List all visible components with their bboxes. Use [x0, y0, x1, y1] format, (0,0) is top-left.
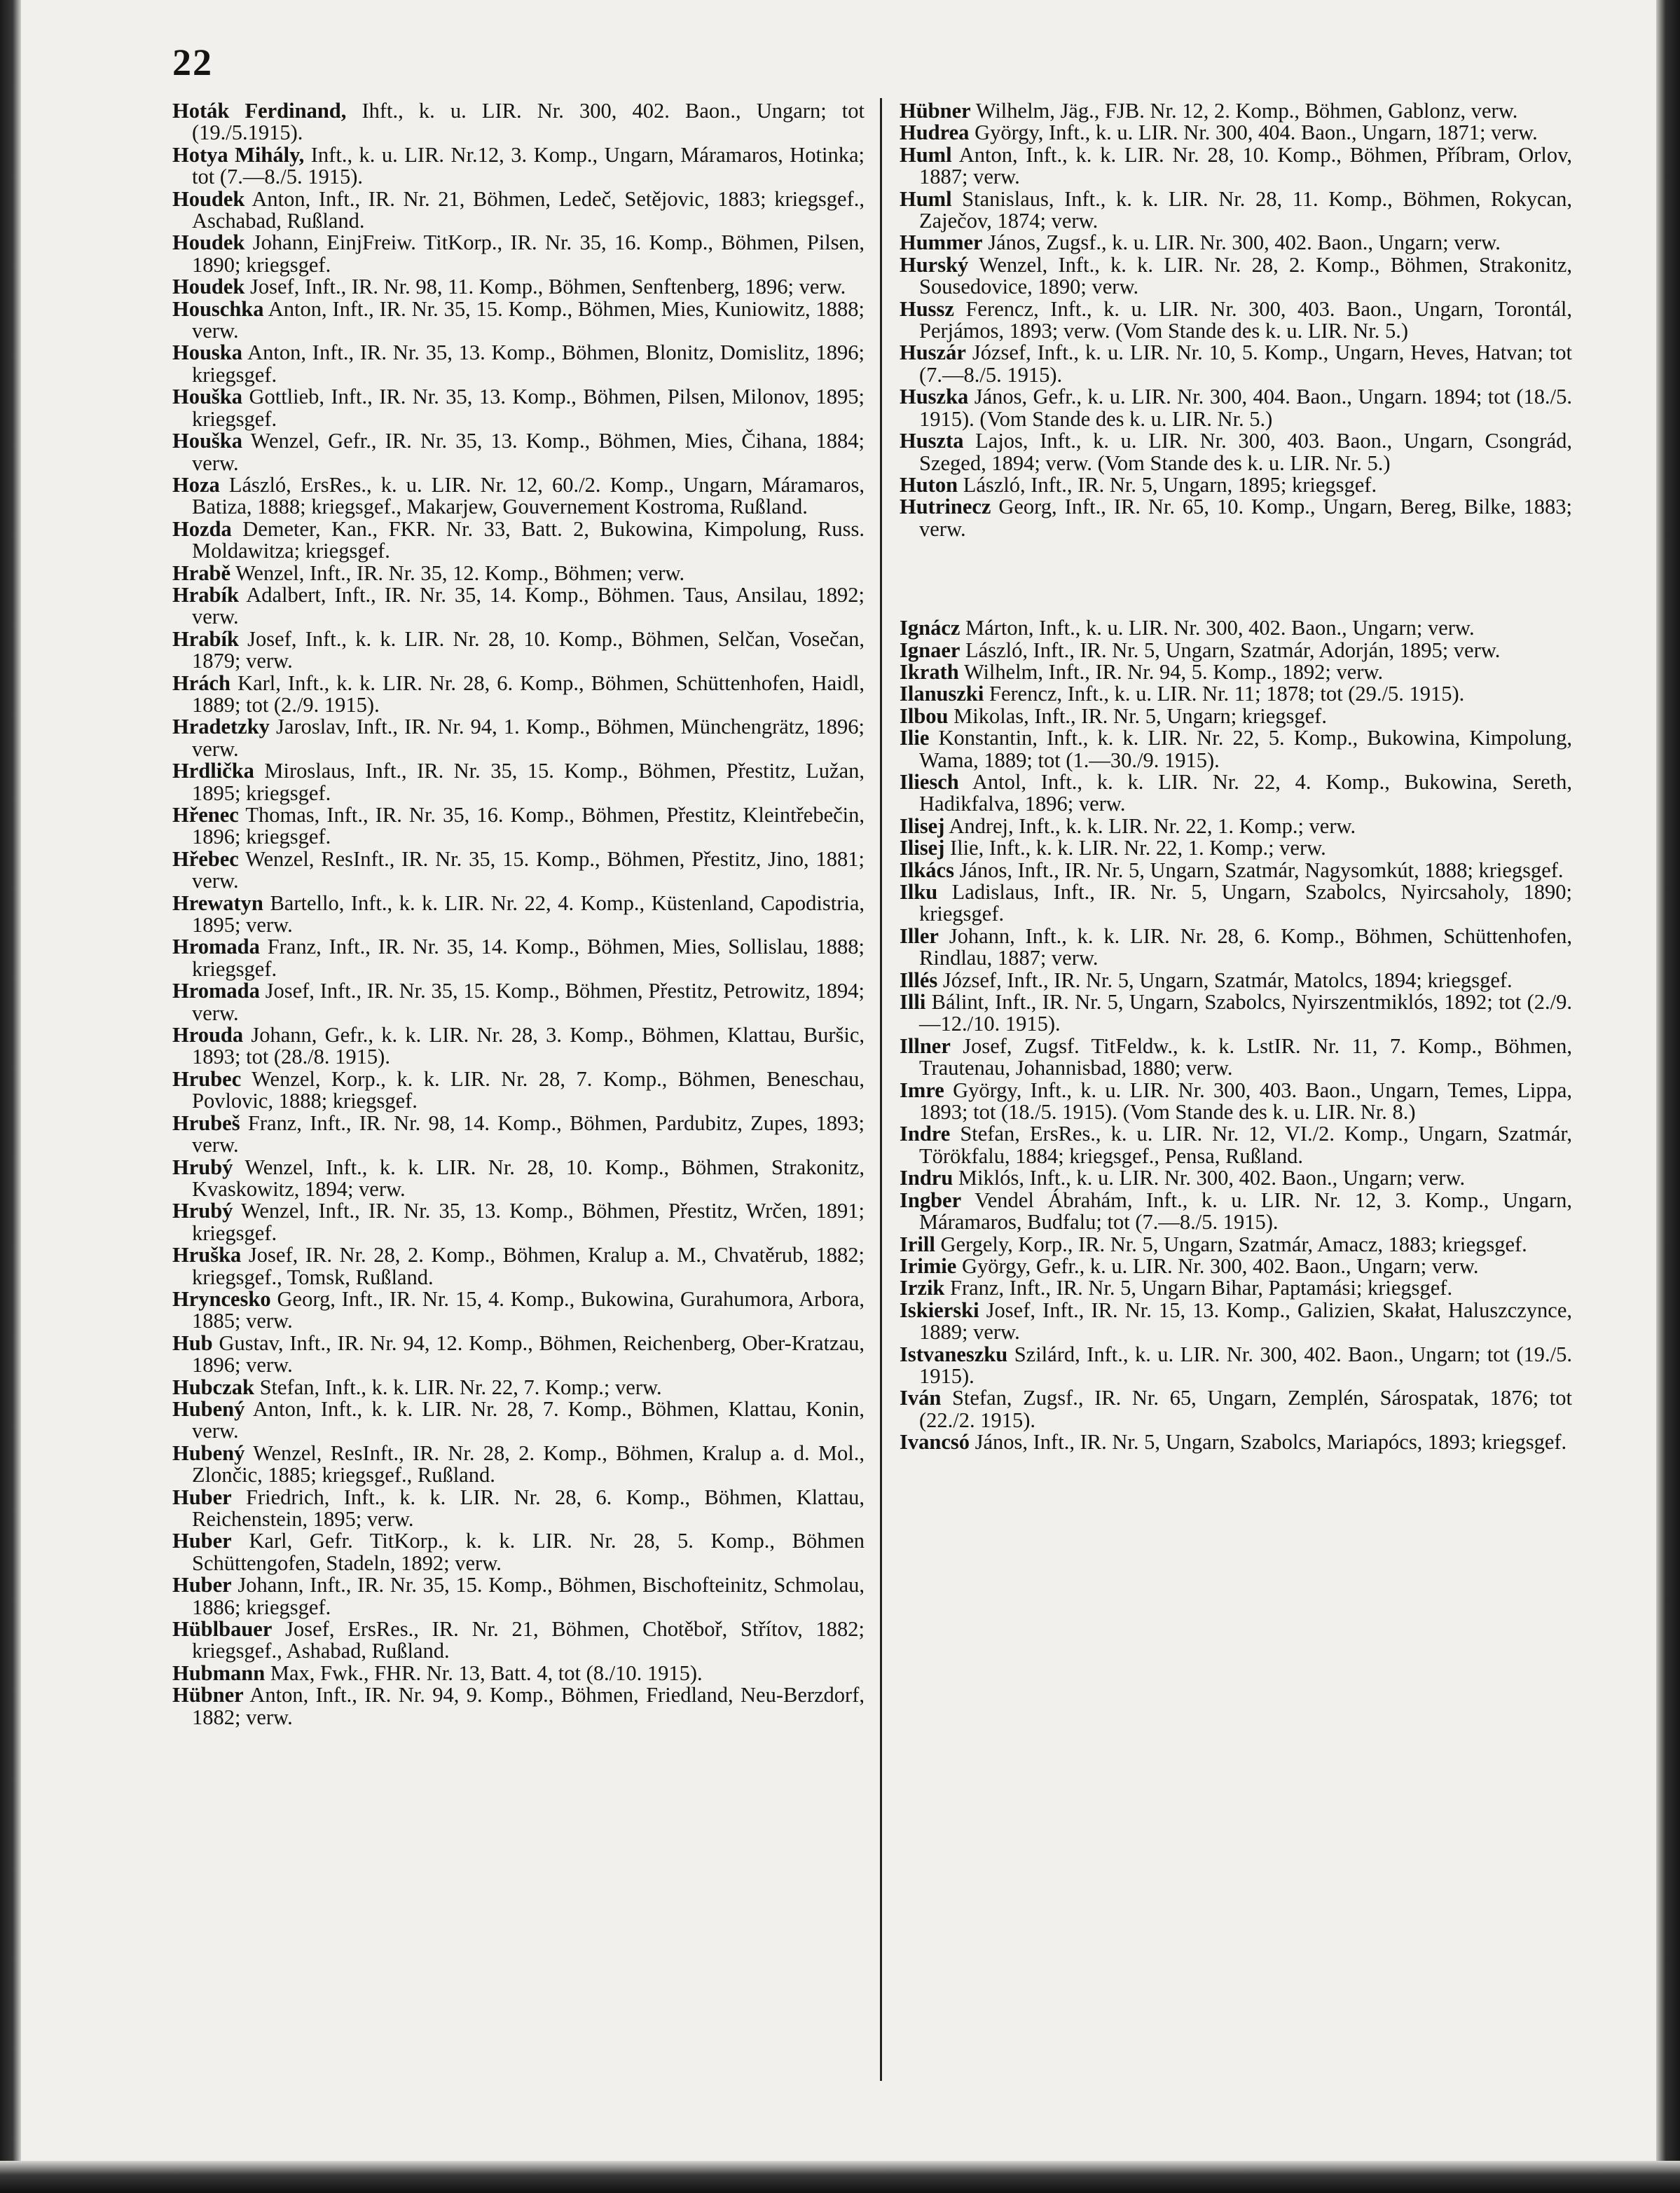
entry-surname: Hrouda — [172, 1023, 244, 1047]
entry-surname: Hromada — [172, 979, 260, 1003]
entry-surname: Illés — [900, 968, 938, 992]
list-item — [900, 970, 1572, 991]
list-item — [172, 673, 865, 717]
column-divider — [880, 98, 882, 2081]
list-item — [900, 837, 1572, 859]
entry-details: Johann, Gefr., k. k. LIR. Nr. 28, 3. Komp., Böhmen, Klattau, Buršic, 1893; tot (28./8. 1915). — [192, 1023, 865, 1069]
entry-surname: Irimie — [900, 1253, 957, 1278]
list-item — [900, 640, 1572, 661]
entry-surname: Hrabě — [172, 561, 231, 585]
page-number: 22 — [172, 41, 213, 83]
entry-details: Wenzel, Korp., k. k. LIR. Nr. 28, 7. Komp., Böhmen, Beneschau, Povlovic, 1888; kriegsgef. — [192, 1066, 865, 1113]
entry-surname: Hrabík — [172, 626, 239, 651]
list-item — [172, 1157, 865, 1201]
entry-surname: Houdek — [172, 275, 245, 299]
entry-surname: Istvaneszku — [900, 1342, 1008, 1366]
entry-surname: Indre — [900, 1122, 951, 1146]
entry-details: Demeter, Kan., FKR. Nr. 33, Batt. 2, Bukowina, Kimpolung, Russ. Moldawitza; kriegsgef. — [192, 516, 865, 563]
list-item — [900, 683, 1572, 705]
entry-surname: Hrách — [172, 671, 231, 695]
entry-surname: Illi — [900, 990, 926, 1015]
entry-surname: Hrubý — [172, 1199, 233, 1223]
entry-details: Franz, Inft., IR. Nr. 98, 14. Komp., Böhmen, Pardubitz, Zupes, 1893; verw. — [192, 1111, 865, 1157]
entry-surname: Huton — [900, 472, 958, 497]
scan-edge-left — [0, 0, 21, 2193]
entry-details: László, Inft., IR. Nr. 5, Ungarn, 1895; kriegsgef. — [958, 472, 1377, 497]
entry-surname: Ignaer — [900, 638, 961, 662]
entry-details: Vendel Ábrahám, Inft., k. u. LIR. Nr. 12, 3. Komp., Ungarn, Máramaros, Budfalu; tot (7.—8./5. 1915). — [919, 1188, 1572, 1235]
entry-surname: Hotya Mihály, — [172, 142, 305, 167]
entry-details: Gergely, Korp., IR. Nr. 5, Ungarn, Szatmár, Amacz, 1883; kriegsgef. — [935, 1232, 1527, 1256]
list-item — [172, 893, 865, 937]
entry-details: Antol, Inft., k. k. LIR. Nr. 22, 4. Komp., Bukowina, Sereth, Hadikfalva, 1896; verw. — [919, 769, 1572, 816]
entry-details: József, Inft., k. u. LIR. Nr. 10, 5. Komp., Ungarn, Heves, Hatvan; tot (7.—8./5. 1915). — [919, 341, 1572, 387]
entry-surname: Ilanuszki — [900, 682, 984, 706]
list-item — [172, 1487, 865, 1531]
entry-surname: Huber — [172, 1573, 232, 1597]
entry-surname: Hubmann — [172, 1661, 266, 1685]
scan-edge-right — [1656, 0, 1680, 2193]
entry-details: Jaroslav, Inft., IR. Nr. 94, 1. Komp., Böhmen, Münchengrätz, 1896; verw. — [192, 715, 865, 761]
entry-details: Wilhelm, Jäg., FJB. Nr. 12, 2. Komp., Böhmen, Gablonz, verw. — [970, 99, 1518, 123]
entry-details: Stanislaus, Inft., k. k. LIR. Nr. 28, 11. Komp., Böhmen, Rokycan, Zaječov, 1874; verw. — [919, 186, 1572, 233]
entry-details: Anton, Inft., k. k. LIR. Nr. 28, 7. Komp., Böhmen, Klattau, Konin, verw. — [192, 1396, 865, 1443]
list-item — [900, 144, 1572, 188]
entry-details: Ladislaus, Inft., IR. Nr. 5, Ungarn, Szabolcs, Nyircsaholy, 1890; kriegsgef. — [919, 880, 1572, 926]
entry-details: Gustav, Inft., IR. Nr. 94, 12. Komp., Böhmen, Reichenberg, Ober-Kratzau, 1896; verw. — [192, 1331, 865, 1377]
entry-details: György, Inft., k. u. LIR. Nr. 300, 403. Baon., Ungarn, Temes, Lippa, 1893; tot (18./5. 1915). (Vom Stande des k. u. LIR. Nr. 8.) — [919, 1078, 1572, 1125]
entry-surname: Houschka — [172, 296, 264, 321]
list-item — [900, 991, 1572, 1036]
list-item — [172, 1443, 865, 1487]
entry-details: László, Inft., IR. Nr. 5, Ungarn, Szatmár, Adorján, 1895; verw. — [960, 638, 1501, 662]
entry-surname: Illner — [900, 1033, 951, 1058]
entry-surname: Hromada — [172, 935, 260, 959]
entry-details: János, Inft., IR. Nr. 5, Ungarn, Szabolcs, Mariapócs, 1893; kriegsgef. — [970, 1430, 1567, 1455]
list-item — [172, 1244, 865, 1288]
entry-surname: Ilbou — [900, 703, 949, 728]
entry-surname: Indru — [900, 1166, 953, 1190]
list-item — [900, 298, 1572, 343]
list-item — [900, 496, 1572, 540]
list-item — [900, 860, 1572, 881]
entry-surname: Huszka — [900, 385, 969, 409]
entry-details: Wenzel, Inft., IR. Nr. 35, 12. Komp., Böhmen; verw. — [230, 561, 685, 585]
entry-details: Wenzel, Inft., IR. Nr. 35, 13. Komp., Böhmen, Přestitz, Wrčen, 1891; kriegsgef. — [192, 1199, 865, 1245]
entry-details: Anton, Inft., IR. Nr. 94, 9. Komp., Böhmen, Friedland, Neu-Berzdorf, 1882; verw. — [192, 1683, 865, 1729]
entry-details: Franz, Inft., IR. Nr. 5, Ungarn Bihar, Paptamási; kriegsgef. — [944, 1276, 1453, 1300]
list-item — [172, 430, 865, 474]
entry-surname: Hummer — [900, 231, 983, 255]
entry-details: Ferencz, Inft., k. u. LIR. Nr. 11; 1878; tot (29./5. 1915). — [984, 682, 1465, 706]
entry-surname: Ignácz — [900, 616, 961, 640]
entry-details: Georg, Inft., IR. Nr. 65, 10. Komp., Ungarn, Bereg, Bilke, 1883; verw. — [919, 495, 1572, 541]
entry-details: Bálint, Inft., IR. Nr. 5, Ungarn, Szabolcs, Nyirszentmiklós, 1892; tot (2./9.—12./10. 1915). — [919, 990, 1572, 1036]
entry-details: Inft., k. u. LIR. Nr.12, 3. Komp., Ungarn, Máramaros, Hotinka; tot (7.—8./5. 1915). — [192, 142, 865, 189]
entry-surname: Hřenec — [172, 803, 239, 827]
entry-details: Josef, Inft., k. k. LIR. Nr. 28, 10. Komp., Böhmen, Selčan, Vosečan, 1879; verw. — [192, 626, 865, 673]
entry-surname: Huber — [172, 1529, 232, 1553]
list-item — [172, 386, 865, 430]
entry-surname: Hozda — [172, 516, 232, 541]
entry-surname: Hradetzky — [172, 715, 270, 739]
list-item — [900, 1253, 1572, 1278]
entry-surname: Hubený — [172, 1441, 245, 1465]
entry-details: Bartello, Inft., k. k. LIR. Nr. 22, 4. Komp., Küstenland, Capodistria, 1895; verw. — [192, 891, 865, 937]
entry-surname: Huml — [900, 142, 952, 167]
entry-surname: Irill — [900, 1232, 935, 1256]
list-item — [900, 386, 1572, 430]
list-item — [900, 727, 1572, 771]
entry-details: Anton, Inft., IR. Nr. 21, Böhmen, Ledeč, Setějovic, 1883; kriegsgef., Aschabad, Rußland. — [192, 186, 865, 233]
entry-surname: Imre — [900, 1078, 944, 1102]
entry-details: János, Inft., IR. Nr. 5, Ungarn, Szatmár, Nagysomkút, 1888; kriegsgef. — [953, 858, 1564, 882]
entry-details: Josef, ErsRes., IR. Nr. 21, Böhmen, Chotěboř, Střítov, 1882; kriegsgef., Ashabad, Rußland. — [192, 1617, 865, 1663]
list-item — [900, 1167, 1572, 1189]
entry-surname: Iliesch — [900, 769, 959, 794]
entry-surname: Ilie — [900, 726, 930, 750]
list-item — [900, 1344, 1572, 1388]
entry-surname: Hutrinecz — [900, 495, 991, 519]
entry-surname: Huszár — [900, 341, 966, 365]
list-item — [172, 1663, 865, 1684]
entry-details: Márton, Inft., k. u. LIR. Nr. 300, 402. Baon., Ungarn; verw. — [960, 616, 1475, 640]
list-item — [172, 1684, 865, 1728]
list-item — [900, 254, 1572, 298]
list-item — [172, 1574, 865, 1618]
entry-surname: Hubczak — [172, 1375, 254, 1399]
list-item — [172, 760, 865, 804]
entry-details: János, Gefr., k. u. LIR. Nr. 300, 404. Baon., Ungarn. 1894; tot (18./5. 1915). (Vom Stande des k. u. LIR. Nr. 5.) — [919, 385, 1572, 431]
list-item — [172, 1068, 865, 1113]
list-item — [172, 980, 865, 1024]
entry-details: Karl, Gefr. TitKorp., k. k. LIR. Nr. 28, 5. Komp., Böhmen Schüttengofen, Stadeln, 1892; verw. — [192, 1529, 865, 1575]
entry-details: Max, Fwk., FHR. Nr. 13, Batt. 4, tot (8./10. 1915). — [265, 1661, 703, 1685]
entry-surname: Hrabík — [172, 582, 239, 607]
entry-details: Gottlieb, Inft., IR. Nr. 35, 13. Komp., Böhmen, Pilsen, Milonov, 1895; kriegsgef. — [192, 385, 865, 431]
list-item — [900, 1234, 1572, 1256]
entry-surname: Huml — [900, 186, 952, 211]
list-item — [172, 1333, 865, 1377]
entry-surname: Hudrea — [900, 121, 970, 145]
entry-details: Szilárd, Inft., k. u. LIR. Nr. 300, 402. Baon., Ungarn; tot (19./5. 1915). — [919, 1342, 1572, 1388]
entry-details: Wenzel, Inft., k. k. LIR. Nr. 28, 10. Komp., Böhmen, Strakonitz, Kvaskowitz, 1894; verw. — [192, 1155, 865, 1201]
entry-details: Josef, IR. Nr. 28, 2. Komp., Böhmen, Kralup a. M., Chvatěrub, 1882; kriegsgef., Tomsk, Rußland. — [192, 1243, 865, 1289]
entry-details: Johann, Inft., k. k. LIR. Nr. 28, 6. Komp., Böhmen, Schüttenhofen, Rindlau, 1887; verw. — [919, 923, 1572, 970]
entry-details: Josef, Inft., IR. Nr. 15, 13. Komp., Galizien, Skałat, Haluszczynce, 1889; verw. — [919, 1298, 1572, 1345]
list-item — [172, 1377, 865, 1398]
list-item — [172, 716, 865, 760]
entry-details: Josef, Inft., IR. Nr. 98, 11. Komp., Böhmen, Senftenberg, 1896; verw. — [245, 275, 846, 299]
entry-surname: Huszta — [900, 429, 964, 453]
entry-details: Wenzel, Inft., k. k. LIR. Nr. 28, 2. Komp., Böhmen, Strakonitz, Sousedovice, 1890; verw. — [919, 252, 1572, 299]
entry-surname: Iller — [900, 923, 939, 948]
list-item — [900, 100, 1572, 122]
entry-details: Miroslaus, Inft., IR. Nr. 35, 15. Komp., Böhmen, Přestitz, Lužan, 1895; kriegsgef. — [192, 759, 865, 805]
list-item — [172, 1200, 865, 1244]
entry-surname: Hrubec — [172, 1066, 242, 1091]
entry-surname: Houdek — [172, 231, 245, 255]
entry-surname: Hrubeš — [172, 1111, 240, 1135]
list-item — [172, 232, 865, 276]
entry-details: Josef, Inft., IR. Nr. 35, 15. Komp., Böhmen, Přestitz, Petrowitz, 1894; verw. — [192, 979, 865, 1025]
entry-details: Ilie, Inft., k. k. LIR. Nr. 22, 1. Komp.; verw. — [944, 836, 1326, 860]
entry-surname: Hub — [172, 1331, 213, 1355]
list-item — [900, 661, 1572, 683]
entry-details: Andrej, Inft., k. k. LIR. Nr. 22, 1. Komp.; verw. — [944, 813, 1356, 838]
entry-surname: Hurský — [900, 252, 969, 277]
entry-surname: Hübner — [900, 99, 971, 123]
scan-edge-bottom — [0, 2161, 1680, 2193]
entry-surname: Ilisej — [900, 836, 945, 860]
entry-details: Konstantin, Inft., k. k. LIR. Nr. 22, 5. Komp., Bukowina, Kimpolung, Wama, 1889; tot (1.—30./9. 1915). — [919, 726, 1572, 772]
list-item — [172, 804, 865, 848]
entry-surname: Hrewatyn — [172, 891, 263, 915]
list-item — [900, 1277, 1572, 1299]
entry-surname: Houdek — [172, 186, 245, 211]
entry-details: Georg, Inft., IR. Nr. 15, 4. Komp., Bukowina, Gurahumora, Arbora, 1885; verw. — [192, 1286, 865, 1333]
entry-details: Mikolas, Inft., IR. Nr. 5, Ungarn; kriegsgef. — [948, 703, 1327, 728]
entry-surname: Huber — [172, 1485, 232, 1509]
entry-details: Johann, Inft., IR. Nr. 35, 15. Komp., Böhmen, Bischofteinitz, Schmolau, 1886; kriegsgef. — [192, 1573, 865, 1619]
list-item — [172, 1288, 865, 1333]
list-item — [900, 1387, 1572, 1431]
entry-surname: Hryncesko — [172, 1286, 271, 1311]
entry-surname: Ivancsó — [900, 1430, 970, 1455]
entry-details: Wenzel, ResInft., IR. Nr. 28, 2. Komp., Böhmen, Kralup a. d. Mol., Zlončic, 1885; kriegsgef., Rußland. — [192, 1441, 865, 1487]
list-item — [172, 276, 865, 298]
entry-surname: Ilkács — [900, 858, 954, 882]
entry-details: György, Gefr., k. u. LIR. Nr. 300, 402. Baon., Ungarn; verw. — [956, 1253, 1479, 1278]
entry-details: Miklós, Inft., k. u. LIR. Nr. 300, 402. Baon., Ungarn; verw. — [953, 1166, 1466, 1190]
entry-surname: Hoták Ferdinand, — [172, 99, 347, 123]
list-item — [172, 936, 865, 980]
list-item — [900, 1080, 1572, 1124]
entry-details: Lajos, Inft., k. u. LIR. Nr. 300, 403. Baon., Ungarn, Csongrád, Szeged, 1894; verw. (Vom Stande des k. u. LIR. Nr. 5.) — [919, 429, 1572, 475]
list-item — [900, 923, 1572, 970]
entry-surname: Houška — [172, 429, 243, 453]
list-item — [900, 881, 1572, 926]
entry-details: Friedrich, Inft., k. k. LIR. Nr. 28, 6. Komp., Böhmen, Klattau, Reichenstein, 1895; verw. — [192, 1485, 865, 1531]
list-item — [900, 430, 1572, 474]
list-item — [172, 628, 865, 673]
entry-details: László, ErsRes., k. u. LIR. Nr. 12, 60./2. Komp., Ungarn, Máramaros, Batiza, 1888; kriegsgef., Makarjew, Gouvernement Kostroma, Rußland. — [192, 472, 865, 519]
list-item — [172, 1530, 865, 1574]
entry-surname: Ilku — [900, 880, 938, 904]
entry-details: Thomas, Inft., IR. Nr. 35, 16. Komp., Böhmen, Přestitz, Kleintřebečin, 1896; kriegsgef. — [192, 803, 865, 849]
entry-surname: Hübner — [172, 1683, 244, 1707]
entry-details: Karl, Inft., k. k. LIR. Nr. 28, 6. Komp., Böhmen, Schüttenhofen, Haidl, 1889; tot (2./9. 1915). — [192, 671, 865, 717]
entry-surname: Ingber — [900, 1188, 962, 1212]
entry-surname: Houška — [172, 385, 243, 409]
list-item — [172, 188, 865, 233]
list-item — [900, 342, 1572, 386]
list-item — [900, 474, 1572, 496]
entry-surname: Hrubý — [172, 1155, 233, 1179]
entry-details: Ferencz, Inft., k. u. LIR. Nr. 300, 403. Baon., Ungarn, Torontál, Perjámos, 1893; verw. (Vom Stande des k. u. LIR. Nr. 5.) — [919, 296, 1572, 343]
list-item — [172, 1398, 865, 1443]
entry-details: György, Inft., k. u. LIR. Nr. 300, 404. Baon., Ungarn, 1871; verw. — [969, 121, 1538, 145]
list-item — [900, 1431, 1572, 1453]
list-item — [900, 703, 1572, 728]
list-item — [172, 563, 865, 584]
list-item — [172, 474, 865, 518]
right-column-i-entries — [900, 617, 1572, 1453]
left-column — [172, 100, 865, 1728]
entry-surname: Iván — [900, 1386, 942, 1410]
list-item — [172, 518, 865, 563]
entry-surname: Hoza — [172, 472, 220, 497]
list-item — [172, 848, 865, 893]
entry-details: Johann, EinjFreiw. TitKorp., IR. Nr. 35, 16. Komp., Böhmen, Pilsen, 1890; kriegsgef. — [192, 231, 865, 277]
list-item — [900, 1300, 1572, 1344]
list-item — [900, 122, 1572, 144]
entry-surname: Hřebec — [172, 846, 239, 871]
entry-details: Wenzel, Gefr., IR. Nr. 35, 13. Komp., Böhmen, Mies, Čihana, 1884; verw. — [192, 429, 865, 475]
entry-details: Anton, Inft., IR. Nr. 35, 13. Komp., Böhmen, Blonitz, Domislitz, 1896; kriegsgef. — [192, 341, 865, 387]
list-item — [172, 144, 865, 188]
list-item — [900, 617, 1572, 639]
entry-surname: Ilisej — [900, 813, 945, 838]
entry-surname: Irzik — [900, 1276, 945, 1300]
entry-surname: Ikrath — [900, 659, 959, 684]
entry-details: Wilhelm, Inft., IR. Nr. 94, 5. Komp., 1892; verw. — [958, 659, 1384, 684]
list-item — [172, 100, 865, 144]
entry-details: József, Inft., IR. Nr. 5, Ungarn, Szatmár, Matolcs, 1894; kriegsgef. — [937, 968, 1513, 992]
list-item — [172, 342, 865, 386]
entry-details: Josef, Zugsf. TitFeldw., k. k. LstIR. Nr. 11, 7. Komp., Böhmen, Trautenau, Johannisbad, 1880; verw. — [919, 1033, 1572, 1080]
entry-surname: Hruška — [172, 1243, 242, 1267]
list-item — [900, 771, 1572, 816]
entry-details: Ihft., k. u. LIR. Nr. 300, 402. Baon., Ungarn; tot (19./5.1915). — [192, 99, 865, 145]
entry-surname: Hussz — [900, 296, 954, 321]
entry-details: Franz, Inft., IR. Nr. 35, 14. Komp., Böhmen, Mies, Sollislau, 1888; kriegsgef. — [192, 935, 865, 981]
list-item — [172, 1024, 865, 1068]
list-item — [900, 188, 1572, 233]
entry-surname: Iskierski — [900, 1298, 979, 1322]
entry-details: Wenzel, ResInft., IR. Nr. 35, 15. Komp., Böhmen, Přestitz, Jino, 1881; verw. — [192, 846, 865, 893]
entry-details: Stefan, Zugsf., IR. Nr. 65, Ungarn, Zemplén, Sárospatak, 1876; tot (22./2. 1915). — [919, 1386, 1572, 1432]
entry-details: János, Zugsf., k. u. LIR. Nr. 300, 402. Baon., Ungarn; verw. — [982, 231, 1501, 255]
section-gap — [900, 540, 1572, 617]
list-item — [172, 1618, 865, 1663]
list-item — [900, 1123, 1572, 1167]
entry-surname: Houska — [172, 341, 243, 365]
entry-details: Anton, Inft., k. k. LIR. Nr. 28, 10. Komp., Böhmen, Příbram, Orlov, 1887; verw. — [919, 142, 1572, 189]
list-item — [900, 813, 1572, 838]
list-item — [172, 298, 865, 343]
entry-surname: Hüblbauer — [172, 1617, 273, 1642]
entry-details: Stefan, Inft., k. k. LIR. Nr. 22, 7. Komp.; verw. — [254, 1375, 662, 1399]
entry-details: Anton, Inft., IR. Nr. 35, 15. Komp., Böhmen, Mies, Kuniowitz, 1888; verw. — [192, 296, 865, 343]
entry-surname: Hrdlička — [172, 759, 254, 783]
list-item — [172, 584, 865, 628]
entry-details: Adalbert, Inft., IR. Nr. 35, 14. Komp., Böhmen. Taus, Ansilau, 1892; verw. — [192, 582, 865, 629]
right-column — [900, 100, 1572, 1454]
list-item — [900, 1190, 1572, 1234]
right-column-h-entries — [900, 100, 1572, 540]
list-item — [900, 1033, 1572, 1080]
list-item — [900, 232, 1572, 254]
entry-surname: Hubený — [172, 1396, 245, 1421]
list-item — [172, 1113, 865, 1157]
entry-details: Stefan, ErsRes., k. u. LIR. Nr. 12, VI./2. Komp., Ungarn, Szatmár, Törökfalu, 1884; kriegsgef., Pensa, Rußland. — [919, 1122, 1572, 1168]
